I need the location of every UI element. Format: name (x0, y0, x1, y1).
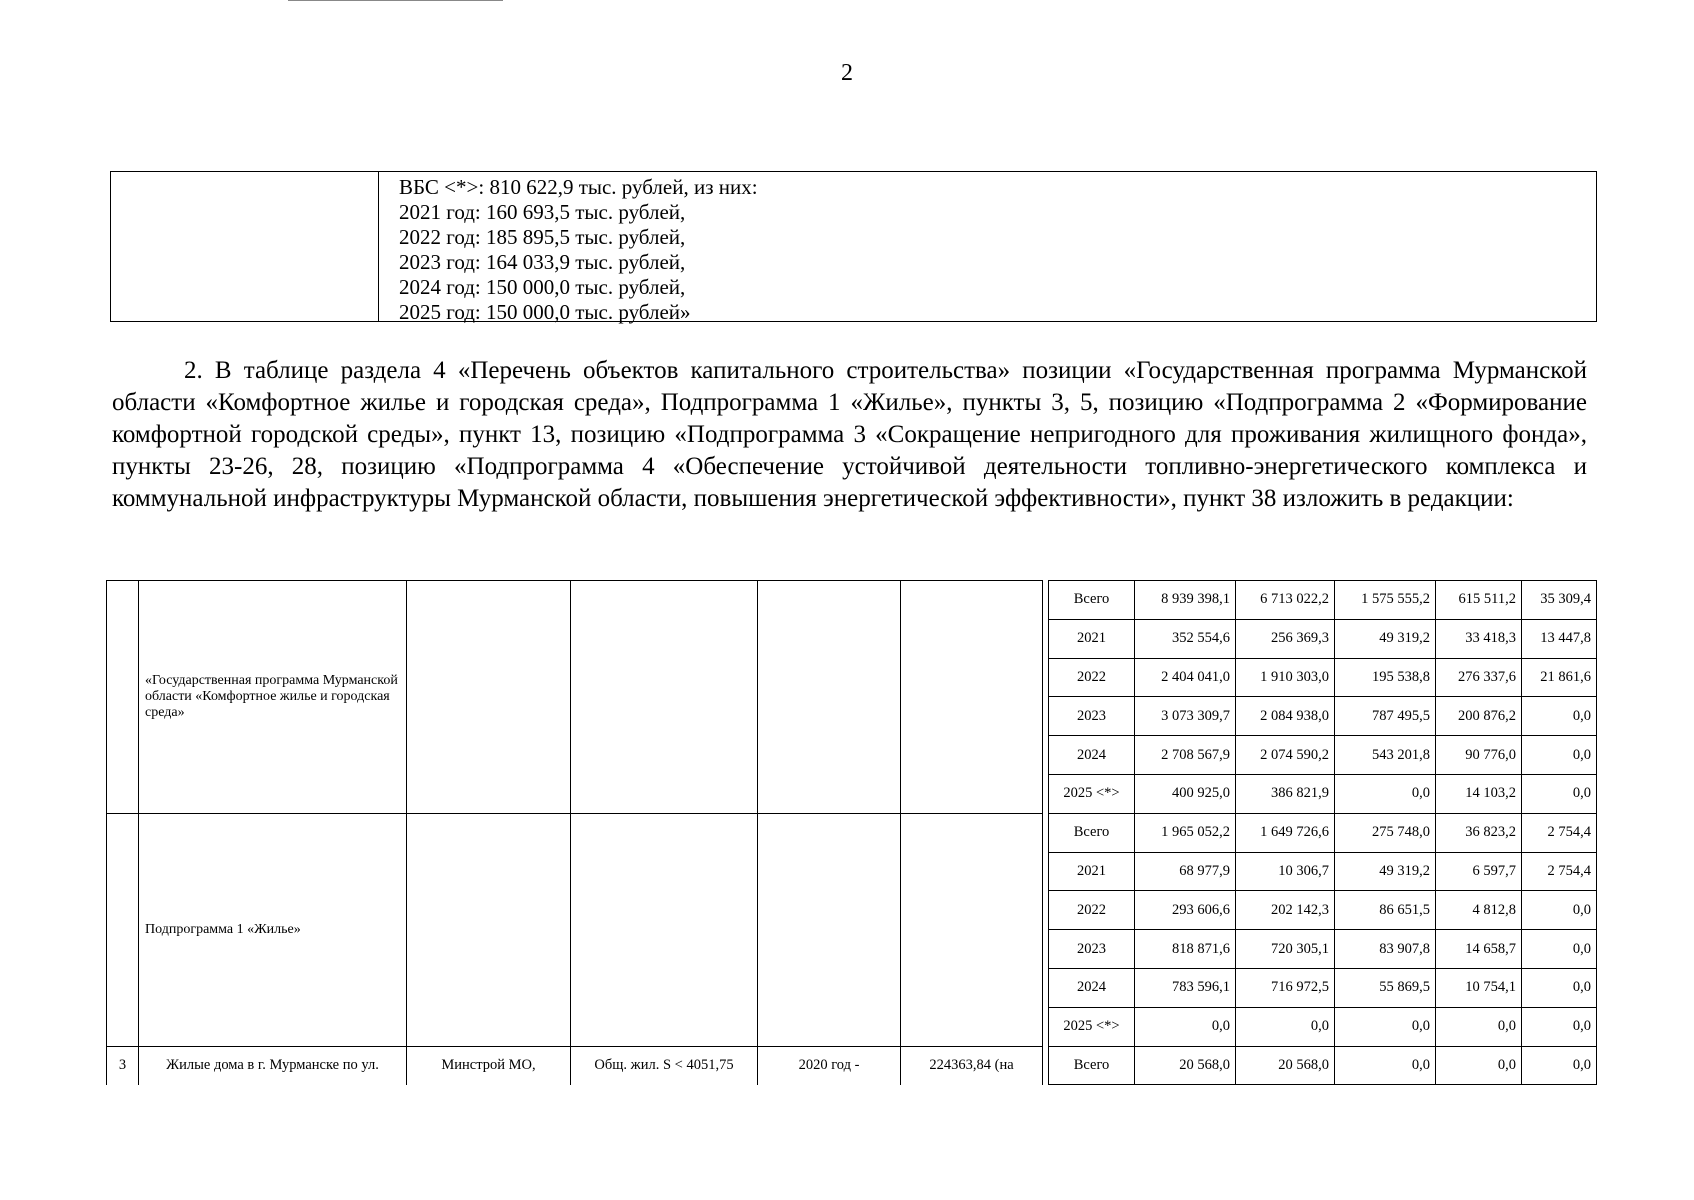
cost-cell (901, 813, 1043, 1046)
amount-cell: 68 977,9 (1135, 852, 1236, 891)
year-cell: 2022 (1049, 891, 1135, 930)
amount-cell: 0,0 (1135, 1007, 1236, 1046)
amount-cell: 0,0 (1335, 774, 1436, 813)
amount-cell: 293 606,6 (1135, 891, 1236, 930)
amount-cell: 256 369,3 (1236, 619, 1335, 658)
year-cell: 2023 (1049, 930, 1135, 969)
year-cell: 2021 (1049, 619, 1135, 658)
amount-cell: 13 447,8 (1522, 619, 1597, 658)
cost-cell (901, 581, 1043, 814)
object-name-cell: Жилые дома в г. Мурманске по ул. (139, 1046, 407, 1085)
amount-cell: 36 823,2 (1436, 813, 1522, 852)
amount-cell: 0,0 (1436, 1046, 1522, 1085)
year-cell: Всего (1049, 581, 1135, 620)
financing-line: 2024 год: 150 000,0 тыс. рублей, (399, 275, 686, 299)
amount-cell: 3 073 309,7 (1135, 697, 1236, 736)
table-row (107, 813, 1597, 852)
top-stub-line (288, 0, 503, 1)
amount-cell: 2 074 590,2 (1236, 736, 1335, 775)
amount-cell: 0,0 (1522, 1007, 1597, 1046)
amount-cell: 0,0 (1522, 1046, 1597, 1085)
amount-cell: 21 861,6 (1522, 658, 1597, 697)
year-cell: 2025 <*> (1049, 1007, 1135, 1046)
year-cell: 2024 (1049, 968, 1135, 1007)
amount-cell: 55 869,5 (1335, 968, 1436, 1007)
amount-cell: 783 596,1 (1135, 968, 1236, 1007)
amount-cell: 276 337,6 (1436, 658, 1522, 697)
amount-cell: 787 495,5 (1335, 697, 1436, 736)
amount-cell: 1 910 303,0 (1236, 658, 1335, 697)
amount-cell: 0,0 (1522, 774, 1597, 813)
amount-cell: 0,0 (1522, 697, 1597, 736)
capacity-cell (571, 813, 758, 1046)
year-cell: 2024 (1049, 736, 1135, 775)
amount-cell: 1 575 555,2 (1335, 581, 1436, 620)
amount-cell: 0,0 (1522, 736, 1597, 775)
amount-cell: 20 568,0 (1236, 1046, 1335, 1085)
amount-cell: 1 649 726,6 (1236, 813, 1335, 852)
amount-cell: 720 305,1 (1236, 930, 1335, 969)
program-name-cell: Подпрограмма 1 «Жилье» (139, 813, 407, 1046)
item-number-cell: 3 (107, 1046, 139, 1085)
amount-cell: 200 876,2 (1436, 697, 1522, 736)
year-cell: Всего (1049, 1046, 1135, 1085)
capital-construction-table (106, 580, 1597, 1085)
amount-cell: 615 511,2 (1436, 581, 1522, 620)
amount-cell: 0,0 (1436, 1007, 1522, 1046)
amount-cell: 386 821,9 (1236, 774, 1335, 813)
amount-cell: 10 306,7 (1236, 852, 1335, 891)
financing-box (110, 171, 1597, 322)
amount-cell: 2 708 567,9 (1135, 736, 1236, 775)
capacity-cell: Общ. жил. S < 4051,75 (571, 1046, 758, 1085)
amount-cell: 195 538,8 (1335, 658, 1436, 697)
amount-cell: 35 309,4 (1522, 581, 1597, 620)
amount-cell: 86 651,5 (1335, 891, 1436, 930)
amount-cell: 8 939 398,1 (1135, 581, 1236, 620)
amount-cell: 0,0 (1236, 1007, 1335, 1046)
customer-cell: Минстрой МО, (407, 1046, 571, 1085)
amount-cell: 1 965 052,2 (1135, 813, 1236, 852)
amount-cell: 10 754,1 (1436, 968, 1522, 1007)
amount-cell: 716 972,5 (1236, 968, 1335, 1007)
amount-cell: 400 925,0 (1135, 774, 1236, 813)
customer-cell (407, 581, 571, 814)
amount-cell: 2 084 938,0 (1236, 697, 1335, 736)
customer-cell (407, 813, 571, 1046)
year-cell: 2025 <*> (1049, 774, 1135, 813)
amount-cell: 4 812,8 (1436, 891, 1522, 930)
amount-cell: 6 597,7 (1436, 852, 1522, 891)
amount-cell: 49 319,2 (1335, 619, 1436, 658)
period-cell (758, 813, 901, 1046)
amount-cell: 0,0 (1335, 1046, 1436, 1085)
amount-cell: 20 568,0 (1135, 1046, 1236, 1085)
year-cell: Всего (1049, 813, 1135, 852)
period-cell: 2020 год - (758, 1046, 901, 1085)
amount-cell: 818 871,6 (1135, 930, 1236, 969)
amount-cell: 2 404 041,0 (1135, 658, 1236, 697)
amount-cell: 275 748,0 (1335, 813, 1436, 852)
amount-cell: 2 754,4 (1522, 852, 1597, 891)
amount-cell: 543 201,8 (1335, 736, 1436, 775)
financing-box-left-cell (111, 172, 379, 321)
period-cell (758, 581, 901, 814)
num-cell (107, 581, 139, 814)
financing-line: 2022 год: 185 895,5 тыс. рублей, (399, 225, 686, 249)
financing-line: 2025 год: 150 000,0 тыс. рублей» (399, 300, 691, 324)
page-number: 2 (841, 60, 853, 86)
capacity-cell (571, 581, 758, 814)
amount-cell: 49 319,2 (1335, 852, 1436, 891)
cost-cell: 224363,84 (на (901, 1046, 1043, 1085)
financing-line: 2021 год: 160 693,5 тыс. рублей, (399, 200, 686, 224)
amendment-paragraph-text: 2. В таблице раздела 4 «Перечень объектов капитального строительства» позиции «Государственная программа Мурманской области «Комфортное жилье и городская среда», Подпрограмма 1 «Жилье», пункты 3, 5, позицию «Подпрограмма 2 «Формирование комфортной городской среды», пункт 13, позицию «Подпрограмма 3 «Сокращение непригодного для проживания жилищного фонда», пункты 23-26, 28, позицию «Подпрограмма 4 «Обеспечение устойчивой деятельности топливно-энергетического комплекса и коммунальной инфраструктуры Мурманской области, повышения энергетической эффективности», пункт 38 изложить в редакции: (112, 357, 1587, 512)
num-cell (107, 813, 139, 1046)
amount-cell: 6 713 022,2 (1236, 581, 1335, 620)
amount-cell: 90 776,0 (1436, 736, 1522, 775)
financing-line: 2023 год: 164 033,9 тыс. рублей, (399, 250, 686, 274)
amount-cell: 0,0 (1522, 968, 1597, 1007)
year-cell: 2022 (1049, 658, 1135, 697)
amount-cell: 83 907,8 (1335, 930, 1436, 969)
year-cell: 2023 (1049, 697, 1135, 736)
financing-line: ВБС <*>: 810 622,9 тыс. рублей, из них: (399, 175, 758, 199)
table-row (107, 581, 1597, 620)
amount-cell: 14 103,2 (1436, 774, 1522, 813)
amount-cell: 0,0 (1522, 930, 1597, 969)
amount-cell: 33 418,3 (1436, 619, 1522, 658)
amount-cell: 202 142,3 (1236, 891, 1335, 930)
amount-cell: 0,0 (1522, 891, 1597, 930)
amount-cell: 2 754,4 (1522, 813, 1597, 852)
amount-cell: 14 658,7 (1436, 930, 1522, 969)
amount-cell: 352 554,6 (1135, 619, 1236, 658)
program-name-cell: «Государственная программа Мурманской области «Комфортное жилье и городская среда» (139, 581, 407, 814)
amount-cell: 0,0 (1335, 1007, 1436, 1046)
table-row (107, 1046, 1597, 1085)
amendment-paragraph (112, 355, 1587, 515)
financing-box-right-cell (379, 172, 758, 324)
year-cell: 2021 (1049, 852, 1135, 891)
